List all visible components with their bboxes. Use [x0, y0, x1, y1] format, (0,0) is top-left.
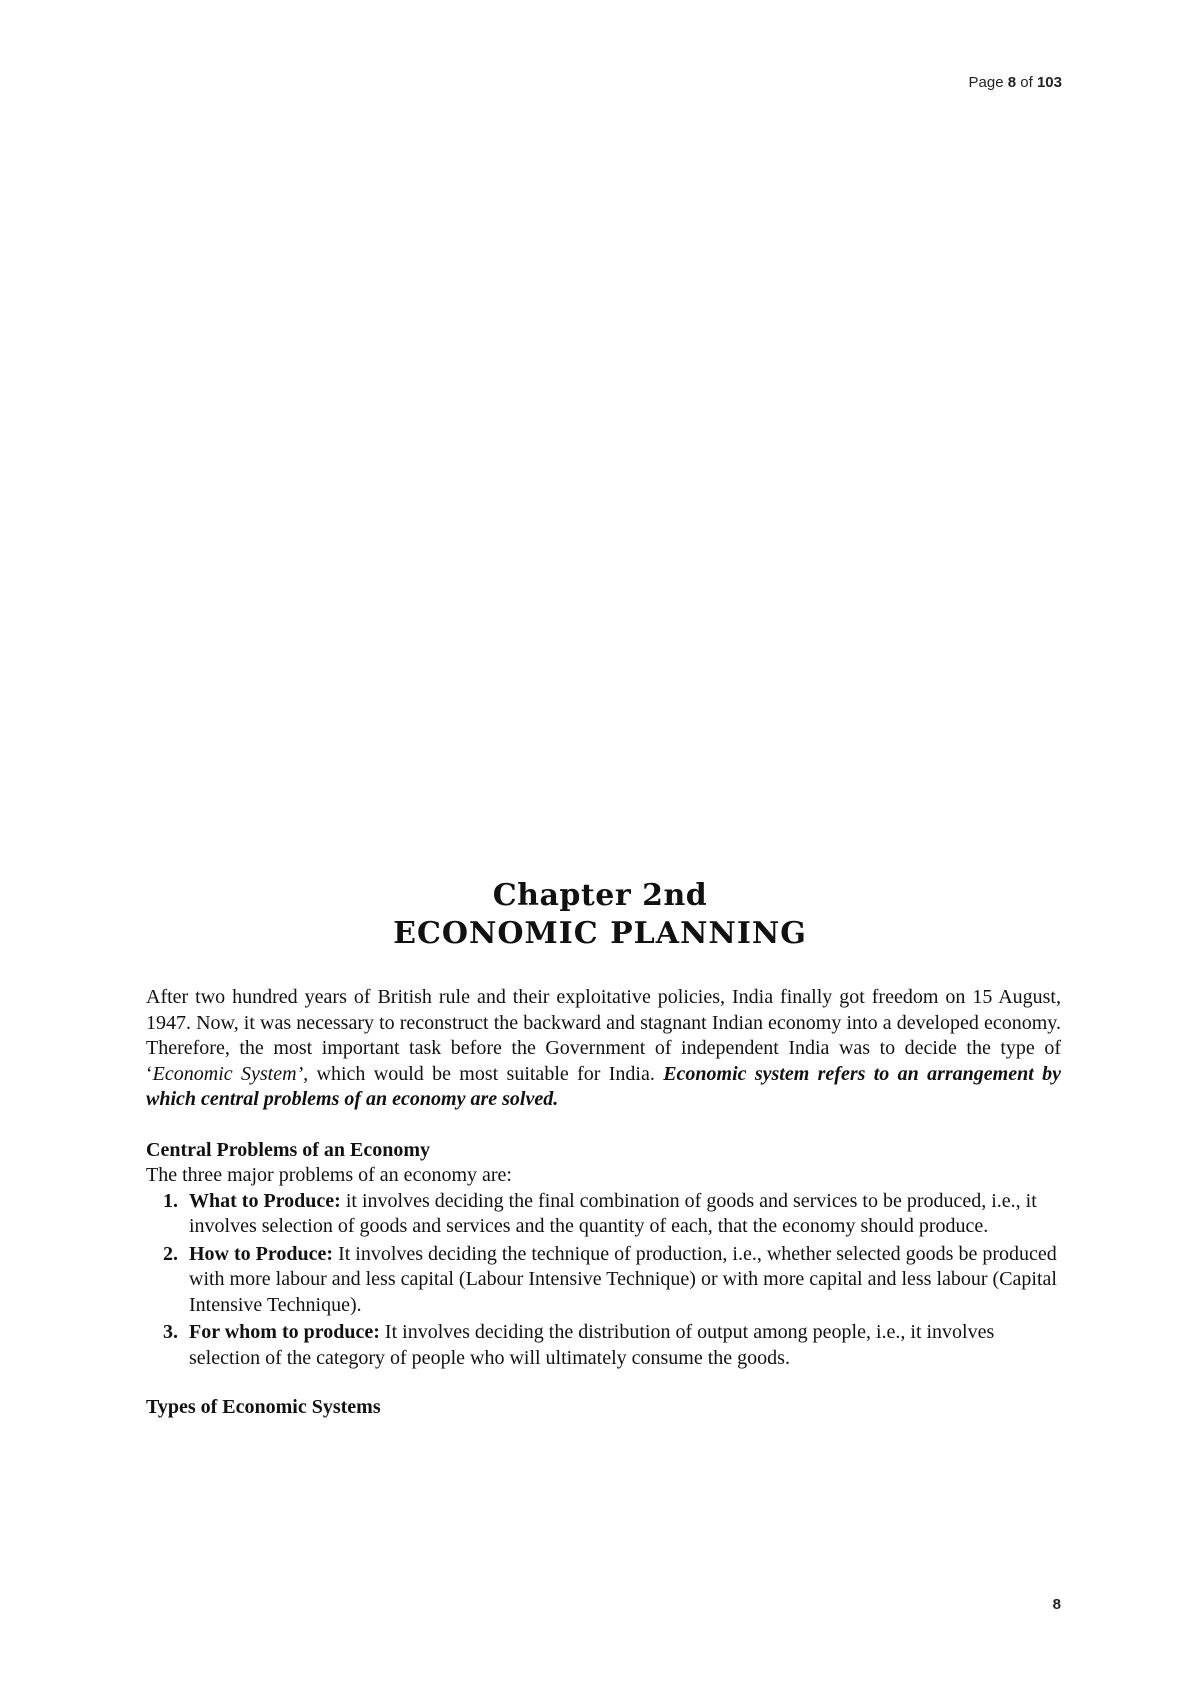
current-page-number: 8 [1007, 74, 1017, 91]
types-of-economic-systems-heading: Types of Economic Systems [146, 1396, 381, 1418]
list-item-number: 1. [163, 1189, 178, 1212]
list-item-text: it involves deciding the final combination of goods and services to be produced, i.e., it involves selection of goods and services and the quantity of each, that the economy should produce. [189, 1189, 1037, 1237]
list-item-text: It involves deciding the distribution of output among people, i.e., it involves selection of the category of people who will ultimately consume the goods. [189, 1321, 995, 1369]
intro-paragraph [146, 985, 1061, 1113]
list-item-number: 2. [163, 1242, 178, 1265]
list-item-text: It involves deciding the technique of production, i.e., whether selected goods be produced with more labour and less capital (Labour Intensive Technique) or with more capital and less labour (Capital Intensive Technique). [189, 1242, 1057, 1316]
intro-text-continued: which would be most suitable for India. [308, 1062, 664, 1085]
list-item [146, 1242, 1061, 1319]
body-content [146, 985, 1061, 1421]
list-item-term: What to Produce: [189, 1189, 341, 1212]
central-problems-list [146, 1189, 1061, 1372]
central-problems-heading: Central Problems of an Economy [146, 1138, 431, 1161]
page-word: Page [968, 74, 1004, 91]
intro-text: After two hundred years of British rule and their exploitative policies, India finally got freedom on 15 August, 1947. Now, it was necessary to reconstruct the backward and stagnant Indian economy into a developed economy. Therefore, the most important task before the Government of independent India was to decide the type of ‘ [146, 986, 1061, 1085]
list-item-term: For whom to produce: [189, 1321, 380, 1343]
chapter-heading [0, 878, 1200, 954]
list-item [146, 1320, 1061, 1371]
page-footer-number: 8 [1052, 1596, 1061, 1613]
list-item [146, 1189, 1061, 1240]
economic-system-definition: Economic system refers to an arrangement by which central problems of an economy are solved. [146, 1062, 1061, 1110]
list-item-term: How to Produce: [189, 1242, 334, 1265]
page-header [969, 74, 1062, 91]
total-pages: 103 [1036, 74, 1062, 91]
chapter-label: Chapter 2nd [492, 878, 708, 913]
economic-system-term: Economic System’, [152, 1062, 309, 1085]
list-item-number: 3. [163, 1321, 178, 1343]
of-word: of [1020, 74, 1033, 91]
central-problems-lead: The three major problems of an economy are: [146, 1164, 512, 1186]
chapter-title: ECONOMIC PLANNING [393, 916, 807, 951]
